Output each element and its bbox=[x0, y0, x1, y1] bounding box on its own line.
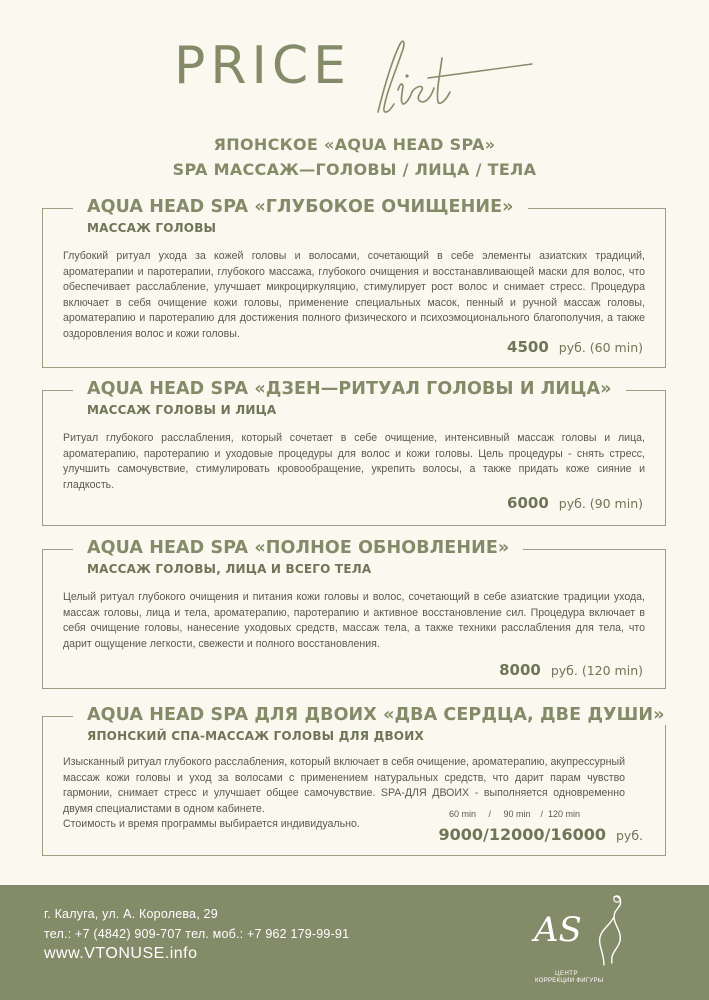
service-card bbox=[42, 379, 666, 526]
service-card bbox=[42, 705, 666, 856]
service-price bbox=[499, 660, 643, 679]
price-amount: 9000/12000/16000 bbox=[438, 825, 606, 844]
service-subtitle: МАССАЖ ГОЛОВЫ bbox=[87, 221, 217, 235]
price-list-header bbox=[0, 0, 709, 120]
service-card bbox=[42, 197, 666, 368]
logo-caption-bottom: КОРРЕКЦИИ ФИГУРЫ bbox=[535, 978, 604, 984]
price-amount: 8000 bbox=[499, 661, 541, 679]
service-description: Изысканный ритуал глубокого расслабления, который включает в себя очищение, ароматерапию, акупрессурный массаж кожи головы и уход за волосами с применением натуральных средств, что дарит парам чувство гармонии, снимает стресс и улучшает общее самочувствие. SPA-ДЛЯ ДВОИХ - выполняется одновременно двумя специалистами в одном кабинете. Стоимость и время программы выбирается индивидуально. bbox=[63, 756, 625, 830]
service-subtitle: МАССАЖ ГОЛОВЫ И ЛИЦА bbox=[87, 403, 277, 417]
price-unit: руб. (90 min) bbox=[558, 496, 643, 511]
phone-text: тел.: +7 (4842) 909-707 тел. моб.: +7 962 179-99-91 bbox=[44, 927, 350, 941]
logo-initials: AS bbox=[534, 910, 582, 950]
address-text: г. Калуга, ул. А. Королева, 29 bbox=[44, 907, 218, 921]
duration-options: 60 min / 90 min / 120 min bbox=[449, 809, 581, 819]
contact-footer bbox=[0, 885, 709, 1000]
service-price bbox=[507, 493, 643, 512]
service-title: AQUA HEAD SPA «ПОЛНОЕ ОБНОВЛЕНИЕ» bbox=[73, 538, 523, 558]
service-title: AQUA HEAD SPA «ДЗЕН—РИТУАЛ ГОЛОВЫ И ЛИЦА» bbox=[73, 379, 626, 399]
price-heading: PRICE bbox=[174, 36, 351, 96]
service-subtitle: ЯПОНСКИЙ СПА-МАССАЖ ГОЛОВЫ ДЛЯ ДВОИХ bbox=[87, 729, 424, 743]
service-price bbox=[438, 825, 643, 844]
price-unit: руб. (120 min) bbox=[550, 663, 643, 678]
page-subtitle-secondary: SPA МАССАЖ—ГОЛОВЫ / ЛИЦА / ТЕЛА bbox=[172, 160, 537, 179]
service-title: AQUA HEAD SPA «ГЛУБОКОЕ ОЧИЩЕНИЕ» bbox=[73, 197, 528, 217]
service-title: AQUA HEAD SPA ДЛЯ ДВОИХ «ДВА СЕРДЦА, ДВЕ ДУШИ» bbox=[73, 705, 679, 725]
service-price bbox=[507, 337, 643, 356]
list-script-heading bbox=[370, 38, 540, 118]
price-amount: 4500 bbox=[507, 338, 549, 356]
service-description: Ритуал глубокого расслабления, который сочетает в себе очищение, интенсивный массаж головы и лица, ароматерапию, паротерапию и уходовые процедуры для волос и кожи головы. Цель процедуры - снять стресс, улучшить самочувствие, стимулировать кровообращение, укрепить волосы, а также придать коже сияние и гладкость. bbox=[63, 432, 645, 491]
price-amount: 6000 bbox=[507, 494, 549, 512]
company-logo-icon bbox=[530, 891, 640, 971]
service-card bbox=[42, 538, 666, 689]
page-subtitle: ЯПОНСКОЕ «AQUA HEAD SPA» bbox=[213, 135, 496, 154]
price-unit: руб. (60 min) bbox=[558, 340, 643, 355]
logo-caption-top: ЦЕНТР bbox=[555, 971, 578, 977]
price-unit: руб. bbox=[615, 828, 643, 843]
website-link[interactable]: www.VTONUSE.info bbox=[44, 945, 198, 962]
service-description: Глубокий ритуал ухода за кожей головы и волосами, сочетающий в себе элементы азиатских традиций, ароматерапии и паротерапии, глубокого массажа, глубокого очищения и восстанавливающей маски для волос, что обеспечивает расслабление, улучшает микроциркуляцию, стимулирует рост волос и снимает стресс. Процедура включает в себя очищение кожи головы, применение специальных масок, пенный и ручной массаж головы, ароматерапию и паротерапию для достижения полного физического и психоэмоционального благополучия, а также оздоровления волос и кожи головы. bbox=[63, 250, 645, 340]
service-description: Целый ритуал глубокого очищения и питания кожи головы и волос, сочетающий в себе азиатские традиции ухода, массаж головы, лица и тела, ароматерапию, паротерапию и активное восстановление сил. Процедура включает в себя очищение головы, нанесение уходовых средств, массаж тела, а также техники расслабления для тела, что дарит ощущение легкости, свежести и полного восстановления. bbox=[63, 591, 645, 650]
service-subtitle: МАССАЖ ГОЛОВЫ, ЛИЦА И ВСЕГО ТЕЛА bbox=[87, 562, 372, 576]
